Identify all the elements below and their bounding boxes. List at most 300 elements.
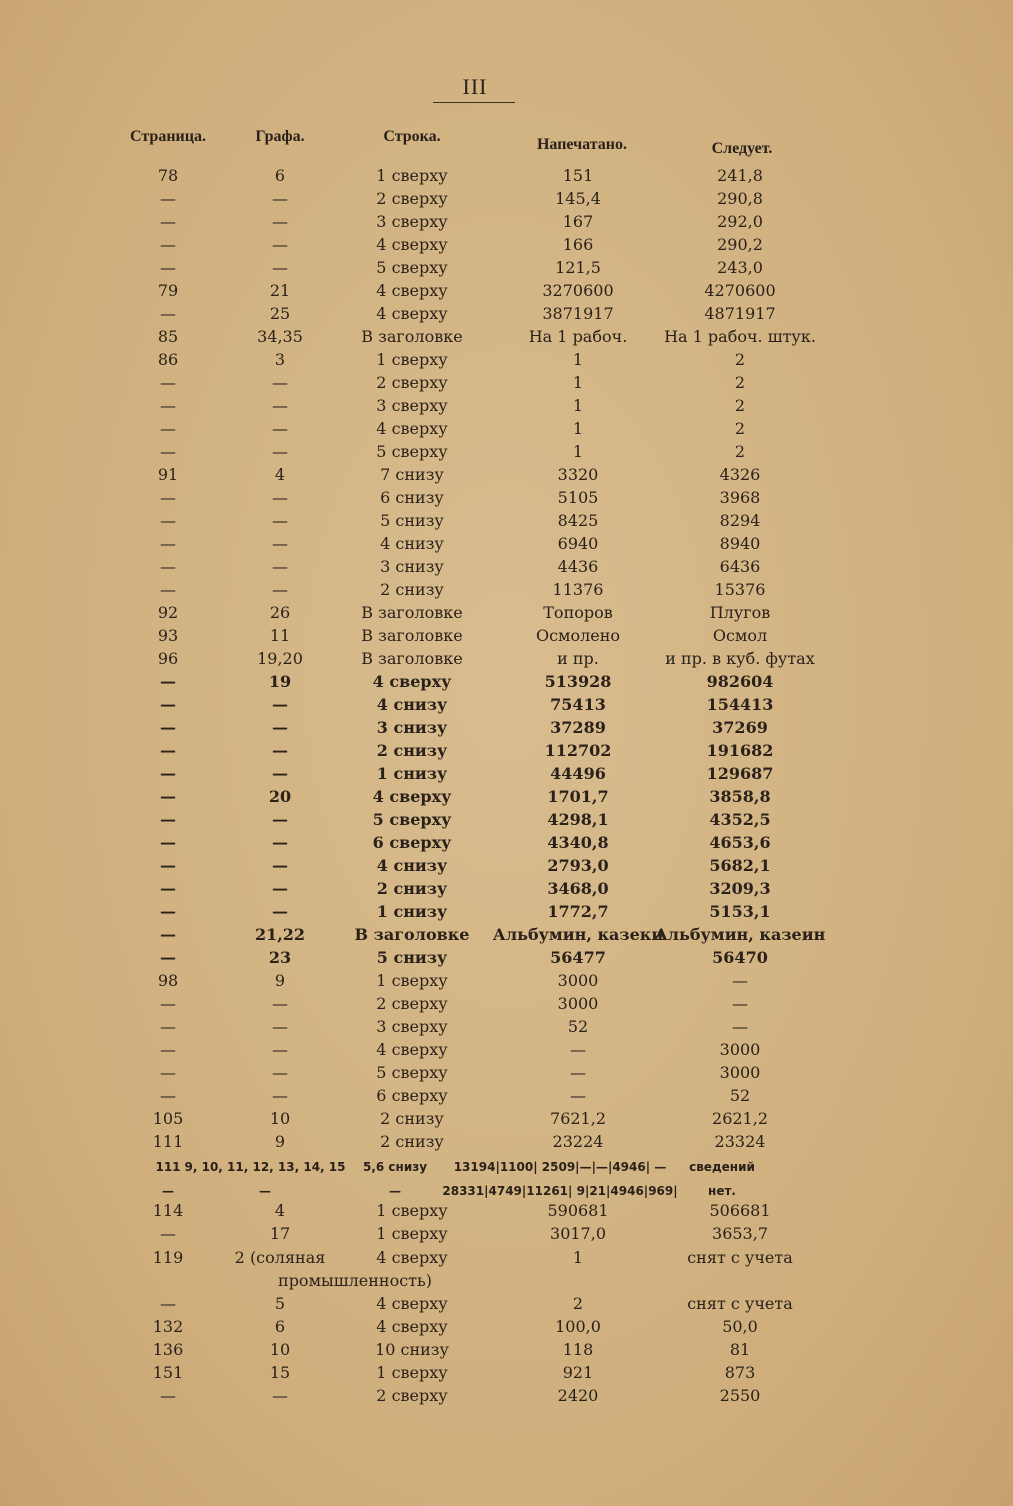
- header-printed: Напечатано.: [536, 136, 628, 153]
- cell-should-be: 191682: [706, 741, 774, 760]
- cell-page: 151: [152, 1363, 184, 1382]
- cell-printed: 3000: [557, 994, 599, 1013]
- cell-should-be: 4270600: [704, 281, 776, 300]
- cell-printed: 6940: [557, 534, 599, 553]
- cell-should-be: 81: [729, 1340, 751, 1359]
- cell-should-be: 2: [734, 350, 746, 369]
- cell-line: 10 снизу: [375, 1340, 449, 1359]
- cell-printed: —: [570, 1063, 586, 1082]
- header-page: Страница.: [130, 128, 206, 145]
- cell-page: —: [160, 695, 176, 714]
- cell-line: 4 сверху: [376, 419, 448, 438]
- errata-row: [0, 1385, 1013, 1408]
- cell-printed: 590681: [547, 1201, 609, 1220]
- cell-should-be: 2: [734, 442, 746, 461]
- cell-should-be: 23324: [714, 1132, 766, 1151]
- cell-printed: 37289: [550, 718, 606, 737]
- cell-page: —: [160, 1017, 176, 1036]
- cell-printed: 52: [567, 1017, 589, 1036]
- errata-row: [0, 303, 1013, 326]
- cell-column: 6: [274, 1317, 286, 1336]
- errata-row: [0, 671, 1013, 694]
- cell-should-be: и пр. в куб. футах: [665, 649, 815, 668]
- cell-line: 2 снизу: [376, 879, 448, 898]
- cell-line: 2 сверху: [376, 373, 448, 392]
- cell-printed: 3871917: [542, 304, 614, 323]
- cell-page: —: [160, 1294, 176, 1313]
- errata-row: [0, 740, 1013, 763]
- cell-column: —: [272, 419, 288, 438]
- cell-printed: 5105: [557, 488, 599, 507]
- cell-line: 4 сверху: [372, 787, 452, 806]
- cell-printed: 2793,0: [547, 856, 609, 875]
- cell-line: В заголовке: [354, 925, 470, 944]
- cell-printed: 11376: [552, 580, 604, 599]
- cell-page: —: [160, 488, 176, 507]
- cell-page: —: [160, 258, 176, 277]
- cell-printed: 513928: [544, 672, 612, 691]
- cell-printed: 3320: [557, 465, 599, 484]
- cell-column: —: [272, 534, 288, 553]
- cell-line: 4 сверху: [376, 281, 448, 300]
- errata-row: [0, 924, 1013, 947]
- cell-column: —: [272, 511, 288, 530]
- cell-column: 6: [274, 166, 286, 185]
- errata-row: [0, 694, 1013, 717]
- cell-should-be: 3000: [719, 1063, 761, 1082]
- cell-page: 92: [157, 603, 179, 622]
- cell-column: —: [272, 764, 288, 783]
- cell-line: 4 сверху: [376, 1248, 448, 1267]
- cell-column: 21,22: [254, 925, 306, 944]
- cell-should-be: 3858,8: [709, 787, 771, 806]
- cell-line: 4 сверху: [376, 235, 448, 254]
- errata-header-row: [0, 126, 1013, 157]
- cell-should-be: 50,0: [722, 1317, 758, 1336]
- cell-printed: 75413: [550, 695, 606, 714]
- errata-row: [0, 165, 1013, 188]
- header-should-be: Следует.: [711, 140, 773, 157]
- cell-printed: 118: [562, 1340, 594, 1359]
- cell-should-be: Плугов: [709, 603, 771, 622]
- cell-column: 17: [269, 1224, 291, 1243]
- cell-printed: 3017,0: [550, 1224, 606, 1243]
- cell-printed: 2: [572, 1294, 584, 1313]
- cell-should-be: Альбумин, казеин: [654, 925, 826, 944]
- cell-column: —: [272, 718, 288, 737]
- cell-line: 6 снизу: [380, 488, 444, 507]
- cell-page: —: [160, 672, 176, 691]
- cell-should-be: снят с учета: [687, 1294, 793, 1313]
- cell-should-be: 4352,5: [709, 810, 771, 829]
- errata-row: [0, 970, 1013, 993]
- cell-line: 4 сверху: [372, 672, 452, 691]
- errata-row: [0, 487, 1013, 510]
- cell-printed: 4298,1: [547, 810, 609, 829]
- cell-column: 9: [274, 1132, 286, 1151]
- cell-should-be: 8294: [719, 511, 761, 530]
- errata-row: [0, 1156, 1013, 1179]
- cell-should-be: 506681: [709, 1201, 771, 1220]
- cell-column: 3: [274, 350, 286, 369]
- cell-page: —: [160, 442, 176, 461]
- cell-column: —: [272, 488, 288, 507]
- cell-printed: 3270600: [542, 281, 614, 300]
- cell-column: 11: [269, 626, 291, 645]
- cell-line: 2 сверху: [376, 189, 448, 208]
- cell-page: 98: [157, 971, 179, 990]
- cell-page: 85: [157, 327, 179, 346]
- cell-column: 4: [274, 1201, 286, 1220]
- cell-page: —: [160, 1040, 176, 1059]
- cell-should-be: 4326: [719, 465, 761, 484]
- cell-line: 2 снизу: [380, 1132, 444, 1151]
- cell-printed: 3000: [557, 971, 599, 990]
- cell-page: —: [160, 212, 176, 231]
- cell-page: 114: [152, 1201, 184, 1220]
- errata-row: [0, 901, 1013, 924]
- cell-should-be: 15376: [714, 580, 766, 599]
- cell-page: —: [160, 948, 176, 967]
- errata-row: [0, 1016, 1013, 1039]
- errata-row: [0, 257, 1013, 280]
- cell-page: —: [160, 396, 176, 415]
- cell-line: —: [389, 1184, 401, 1198]
- cell-should-be: 982604: [706, 672, 774, 691]
- cell-printed: Осмолено: [535, 626, 621, 645]
- cell-line: В заголовке: [361, 626, 463, 645]
- cell-line: 2 снизу: [380, 1109, 444, 1128]
- cell-printed: 56477: [550, 948, 606, 967]
- cell-should-be: 129687: [706, 764, 774, 783]
- cell-printed: 1701,7: [547, 787, 609, 806]
- errata-row: [0, 602, 1013, 625]
- cell-printed: 145,4: [555, 189, 601, 208]
- cell-line: 2 сверху: [376, 994, 448, 1013]
- cell-page: —: [160, 511, 176, 530]
- cell-should-be: 2550: [719, 1386, 761, 1405]
- cell-page: 96: [157, 649, 179, 668]
- errata-row: [0, 832, 1013, 855]
- cell-printed: 1: [572, 396, 584, 415]
- errata-row: [0, 763, 1013, 786]
- cell-should-be: 6436: [719, 557, 761, 576]
- errata-row: [0, 1270, 1013, 1293]
- cell-printed: 1: [572, 1248, 584, 1267]
- cell-should-be: 3209,3: [709, 879, 771, 898]
- cell-should-be: На 1 рабоч. штук.: [664, 327, 816, 346]
- cell-should-be: 154413: [706, 695, 774, 714]
- cell-line: 2 снизу: [376, 741, 448, 760]
- cell-column: —: [272, 1017, 288, 1036]
- cell-column: 9: [274, 971, 286, 990]
- cell-printed: 1: [572, 442, 584, 461]
- cell-printed: 23224: [552, 1132, 604, 1151]
- cell-line: 1 снизу: [376, 764, 448, 783]
- errata-row: [0, 1293, 1013, 1316]
- cell-should-be: 37269: [712, 718, 768, 737]
- cell-page: —: [160, 189, 176, 208]
- errata-row: [0, 349, 1013, 372]
- errata-row: [0, 234, 1013, 257]
- cell-line: 6 сверху: [376, 1086, 448, 1105]
- cell-page: —: [160, 373, 176, 392]
- cell-page: 78: [157, 166, 179, 185]
- cell-should-be: 873: [724, 1363, 756, 1382]
- cell-line: 4 снизу: [380, 534, 444, 553]
- cell-page: 111: [152, 1132, 184, 1151]
- errata-row: [0, 1247, 1013, 1270]
- cell-column: 2 (соляная: [234, 1248, 326, 1267]
- cell-column: —: [272, 396, 288, 415]
- cell-printed: 7621,2: [550, 1109, 606, 1128]
- cell-should-be: нет.: [708, 1184, 736, 1198]
- cell-line: 5 снизу: [380, 511, 444, 530]
- cell-should-be: 3968: [719, 488, 761, 507]
- cell-line: 7 снизу: [380, 465, 444, 484]
- cell-line: 1 сверху: [376, 1363, 448, 1382]
- cell-page: 105: [152, 1109, 184, 1128]
- errata-row: [0, 947, 1013, 970]
- cell-should-be: 2: [734, 419, 746, 438]
- cell-printed: 1: [572, 373, 584, 392]
- cell-printed: Топоров: [543, 603, 613, 622]
- cell-should-be: 4871917: [704, 304, 776, 323]
- cell-page: 86: [157, 350, 179, 369]
- cell-printed: Альбумин, казеки: [492, 925, 664, 944]
- cell-should-be: 2: [734, 373, 746, 392]
- cell-page: 93: [157, 626, 179, 645]
- errata-row: [0, 1085, 1013, 1108]
- cell-column: —: [272, 741, 288, 760]
- cell-column: —: [272, 1063, 288, 1082]
- cell-line: 4 сверху: [376, 1294, 448, 1313]
- cell-printed: 100,0: [555, 1317, 601, 1336]
- cell-page: 132: [152, 1317, 184, 1336]
- cell-should-be: 2621,2: [712, 1109, 768, 1128]
- cell-column: —: [272, 902, 288, 921]
- errata-row: [0, 786, 1013, 809]
- cell-printed: 13194|1100| 2509|—|—|4946| —: [453, 1160, 667, 1174]
- cell-line: 1 сверху: [376, 1201, 448, 1220]
- cell-page: —: [160, 534, 176, 553]
- errata-row: [0, 1316, 1013, 1339]
- cell-printed: 2420: [557, 1386, 599, 1405]
- cell-printed: 1772,7: [547, 902, 609, 921]
- cell-page: —: [160, 557, 176, 576]
- cell-should-be: 2: [734, 396, 746, 415]
- errata-row: [0, 809, 1013, 832]
- cell-line: 4 сверху: [376, 1040, 448, 1059]
- cell-page: —: [160, 1386, 176, 1405]
- page-number: III: [462, 74, 488, 99]
- cell-page: —: [160, 810, 176, 829]
- cell-should-be: —: [732, 971, 748, 990]
- errata-row: [0, 1223, 1013, 1246]
- cell-printed: 44496: [550, 764, 606, 783]
- errata-row: [0, 1339, 1013, 1362]
- cell-page: —: [160, 925, 176, 944]
- cell-line: 6 сверху: [372, 833, 452, 852]
- header-line: Строка.: [383, 128, 441, 145]
- errata-row: [0, 855, 1013, 878]
- errata-row: [0, 648, 1013, 671]
- cell-page: 136: [152, 1340, 184, 1359]
- cell-printed: 921: [562, 1363, 594, 1382]
- cell-line: 2 снизу: [380, 580, 444, 599]
- cell-should-be: 5682,1: [709, 856, 771, 875]
- cell-page: 91: [157, 465, 179, 484]
- errata-row: [0, 326, 1013, 349]
- cell-should-be: 4653,6: [709, 833, 771, 852]
- cell-should-be: снят с учета: [687, 1248, 793, 1267]
- cell-page: —: [160, 419, 176, 438]
- cell-column: 34,35: [257, 327, 303, 346]
- cell-page: —: [160, 1063, 176, 1082]
- cell-column: 10: [269, 1109, 291, 1128]
- errata-row: [0, 1200, 1013, 1223]
- cell-line: 1 сверху: [376, 971, 448, 990]
- cell-page: 79: [157, 281, 179, 300]
- cell-page: —: [160, 304, 176, 323]
- cell-should-be: 290,8: [717, 189, 763, 208]
- cell-page: —: [160, 718, 176, 737]
- cell-line: 5 снизу: [376, 948, 448, 967]
- cell-line: 4 снизу: [376, 856, 448, 875]
- cell-printed: и пр.: [557, 649, 599, 668]
- cell-line: 1 снизу: [376, 902, 448, 921]
- errata-row: [0, 510, 1013, 533]
- cell-line: 1 сверху: [376, 350, 448, 369]
- errata-row: [0, 464, 1013, 487]
- cell-line: 4 сверху: [376, 304, 448, 323]
- cell-column: —: [272, 879, 288, 898]
- cell-column: —: [272, 833, 288, 852]
- cell-column: промышленность): [278, 1271, 432, 1290]
- cell-printed: 8425: [557, 511, 599, 530]
- cell-column: 9, 10, 11, 12, 13, 14, 15: [184, 1160, 346, 1174]
- cell-should-be: 3653,7: [712, 1224, 768, 1243]
- errata-row: [0, 441, 1013, 464]
- cell-printed: 121,5: [555, 258, 601, 277]
- cell-column: —: [272, 856, 288, 875]
- cell-should-be: Осмол: [712, 626, 768, 645]
- cell-printed: 4340,8: [547, 833, 609, 852]
- cell-line: 4 сверху: [376, 1317, 448, 1336]
- cell-line: 3 снизу: [376, 718, 448, 737]
- cell-line: 5 сверху: [376, 258, 448, 277]
- errata-row: [0, 579, 1013, 602]
- cell-line: В заголовке: [361, 327, 463, 346]
- cell-column: 5: [274, 1294, 286, 1313]
- cell-printed: 3468,0: [547, 879, 609, 898]
- cell-column: 23: [268, 948, 292, 967]
- cell-column: —: [259, 1184, 271, 1198]
- cell-printed: 1: [572, 419, 584, 438]
- cell-line: 3 снизу: [380, 557, 444, 576]
- errata-row: [0, 418, 1013, 441]
- cell-page: —: [160, 856, 176, 875]
- cell-line: 5 сверху: [376, 442, 448, 461]
- cell-column: 15: [269, 1363, 291, 1382]
- cell-column: —: [272, 442, 288, 461]
- cell-printed: На 1 рабоч.: [528, 327, 628, 346]
- cell-printed: 112702: [544, 741, 612, 760]
- cell-page: —: [160, 741, 176, 760]
- cell-column: —: [272, 235, 288, 254]
- cell-column: —: [272, 1086, 288, 1105]
- cell-should-be: 292,0: [717, 212, 763, 231]
- cell-should-be: 243,0: [717, 258, 763, 277]
- cell-page: —: [160, 1224, 176, 1243]
- page-number-rule: [433, 102, 515, 103]
- errata-row: [0, 993, 1013, 1016]
- cell-printed: 4436: [557, 557, 599, 576]
- cell-page: 111: [155, 1160, 181, 1174]
- cell-page: —: [160, 902, 176, 921]
- header-column: Графа.: [255, 128, 305, 145]
- errata-row: [0, 1062, 1013, 1085]
- cell-printed: —: [570, 1040, 586, 1059]
- errata-row: [0, 556, 1013, 579]
- cell-should-be: 241,8: [717, 166, 763, 185]
- cell-page: —: [160, 235, 176, 254]
- errata-row: [0, 1039, 1013, 1062]
- cell-printed: 1: [572, 350, 584, 369]
- cell-page: —: [160, 787, 176, 806]
- cell-column: —: [272, 580, 288, 599]
- cell-should-be: 5153,1: [709, 902, 771, 921]
- errata-row: [0, 1362, 1013, 1385]
- cell-column: 21: [269, 281, 291, 300]
- cell-should-be: 56470: [712, 948, 768, 967]
- cell-line: 3 сверху: [376, 396, 448, 415]
- cell-line: 3 сверху: [376, 1017, 448, 1036]
- errata-row: [0, 878, 1013, 901]
- cell-column: —: [272, 1386, 288, 1405]
- cell-page: —: [160, 764, 176, 783]
- cell-column: 20: [268, 787, 292, 806]
- cell-line: 5 сверху: [376, 1063, 448, 1082]
- cell-column: —: [272, 373, 288, 392]
- cell-line: 1 сверху: [376, 1224, 448, 1243]
- cell-column: —: [272, 258, 288, 277]
- cell-column: 25: [269, 304, 291, 323]
- cell-column: 10: [269, 1340, 291, 1359]
- errata-row: [0, 533, 1013, 556]
- errata-row: [0, 717, 1013, 740]
- errata-row: [0, 625, 1013, 648]
- cell-printed: —: [570, 1086, 586, 1105]
- cell-line: 1 сверху: [376, 166, 448, 185]
- cell-page: —: [160, 580, 176, 599]
- errata-row: [0, 1108, 1013, 1131]
- cell-line: 2 сверху: [376, 1386, 448, 1405]
- cell-page: 119: [152, 1248, 184, 1267]
- cell-should-be: 52: [729, 1086, 751, 1105]
- cell-should-be: 3000: [719, 1040, 761, 1059]
- cell-should-be: 290,2: [717, 235, 763, 254]
- cell-page: —: [160, 1086, 176, 1105]
- cell-printed: 166: [562, 235, 594, 254]
- cell-should-be: —: [732, 1017, 748, 1036]
- cell-line: 5,6 снизу: [362, 1160, 428, 1174]
- cell-printed: 151: [562, 166, 594, 185]
- cell-line: 5 сверху: [372, 810, 452, 829]
- errata-row: [0, 188, 1013, 211]
- cell-should-be: 8940: [719, 534, 761, 553]
- cell-column: —: [272, 994, 288, 1013]
